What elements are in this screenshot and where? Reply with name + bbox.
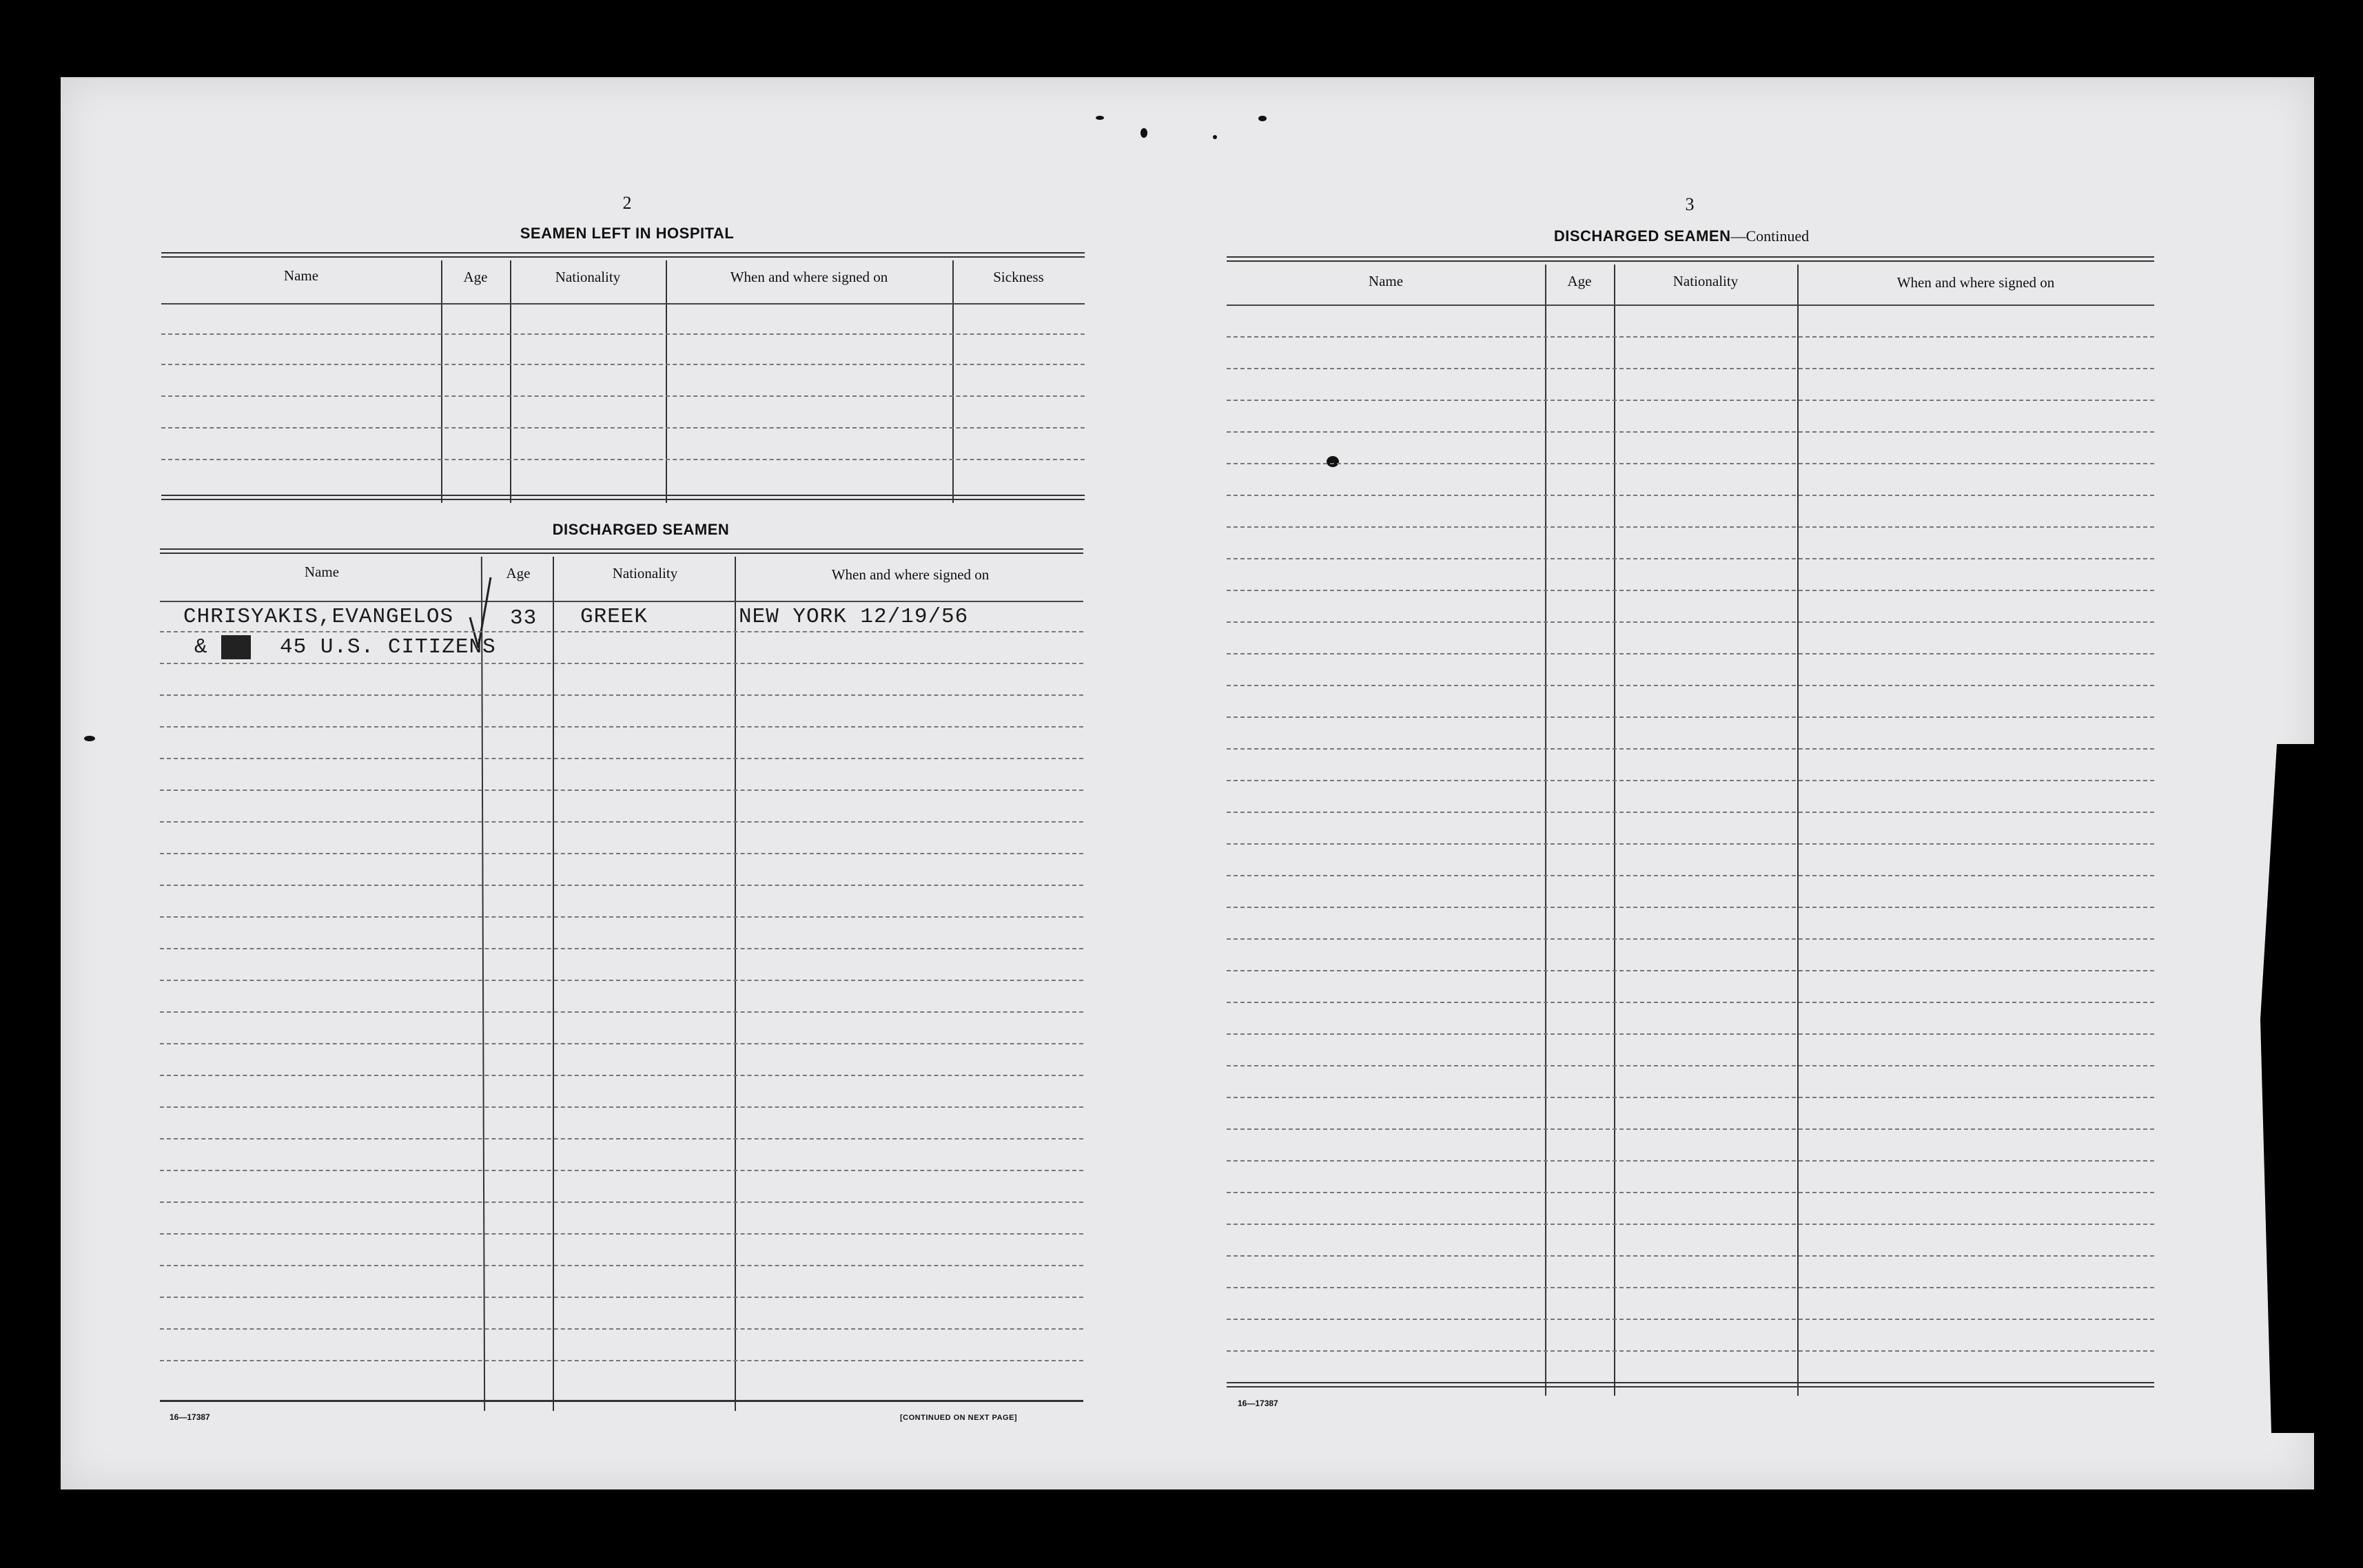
table-row-name-continued — [194, 635, 496, 659]
col-header-nationality: Nationality — [1672, 273, 1739, 289]
hospital-section-title: SEAMEN LEFT IN HOSPITAL — [520, 225, 735, 242]
table-row-name: CHRISYAKIS,EVANGELOS — [183, 605, 454, 629]
table-row-signed-on: NEW YORK 12/19/56 — [739, 605, 969, 629]
col-header-name: Name — [1368, 273, 1404, 289]
right-form-number: 16—17387 — [1238, 1399, 1278, 1408]
col-header-signed-on: When and where signed on — [730, 269, 888, 285]
right-title-suffix: —Continued — [1730, 227, 1810, 245]
col-header-age: Age — [506, 565, 531, 581]
discharged-table — [160, 548, 1083, 1403]
table-row-age: 33 — [510, 606, 538, 630]
scan-speck — [1213, 135, 1217, 139]
col-header-name: Name — [283, 267, 319, 284]
left-form-number: 16—17387 — [170, 1412, 210, 1422]
table-row-nationality: GREEK — [580, 605, 648, 629]
left-page-number: 2 — [622, 193, 632, 213]
scan-speck — [1096, 116, 1104, 120]
right-discharged-table — [1227, 256, 2154, 1396]
col-header-sickness: Sickness — [993, 269, 1044, 285]
citizens-note: 45 U.S. CITIZENS — [280, 635, 496, 659]
col-header-nationality: Nationality — [612, 565, 678, 581]
discharged-section-title: DISCHARGED SEAMEN — [552, 521, 730, 538]
scan-speck — [1258, 116, 1267, 121]
struck-out-text: xx — [223, 635, 250, 659]
scan-speck — [84, 736, 95, 741]
col-header-signed-on: When and where signed on — [831, 566, 990, 583]
hospital-table — [161, 252, 1085, 503]
continued-note: [CONTINUED ON NEXT PAGE] — [900, 1414, 1018, 1422]
right-section-title — [1461, 227, 1902, 245]
right-page-number: 3 — [1685, 194, 1695, 214]
ampersand: & — [194, 635, 208, 659]
col-header-age: Age — [1567, 273, 1592, 289]
right-title-main: DISCHARGED SEAMEN — [1553, 227, 1731, 245]
col-header-age: Age — [463, 269, 488, 285]
col-header-signed-on: When and where signed on — [1896, 274, 2055, 291]
col-header-nationality: Nationality — [555, 269, 621, 285]
scan-speck — [1140, 128, 1147, 138]
col-header-name: Name — [304, 564, 340, 580]
